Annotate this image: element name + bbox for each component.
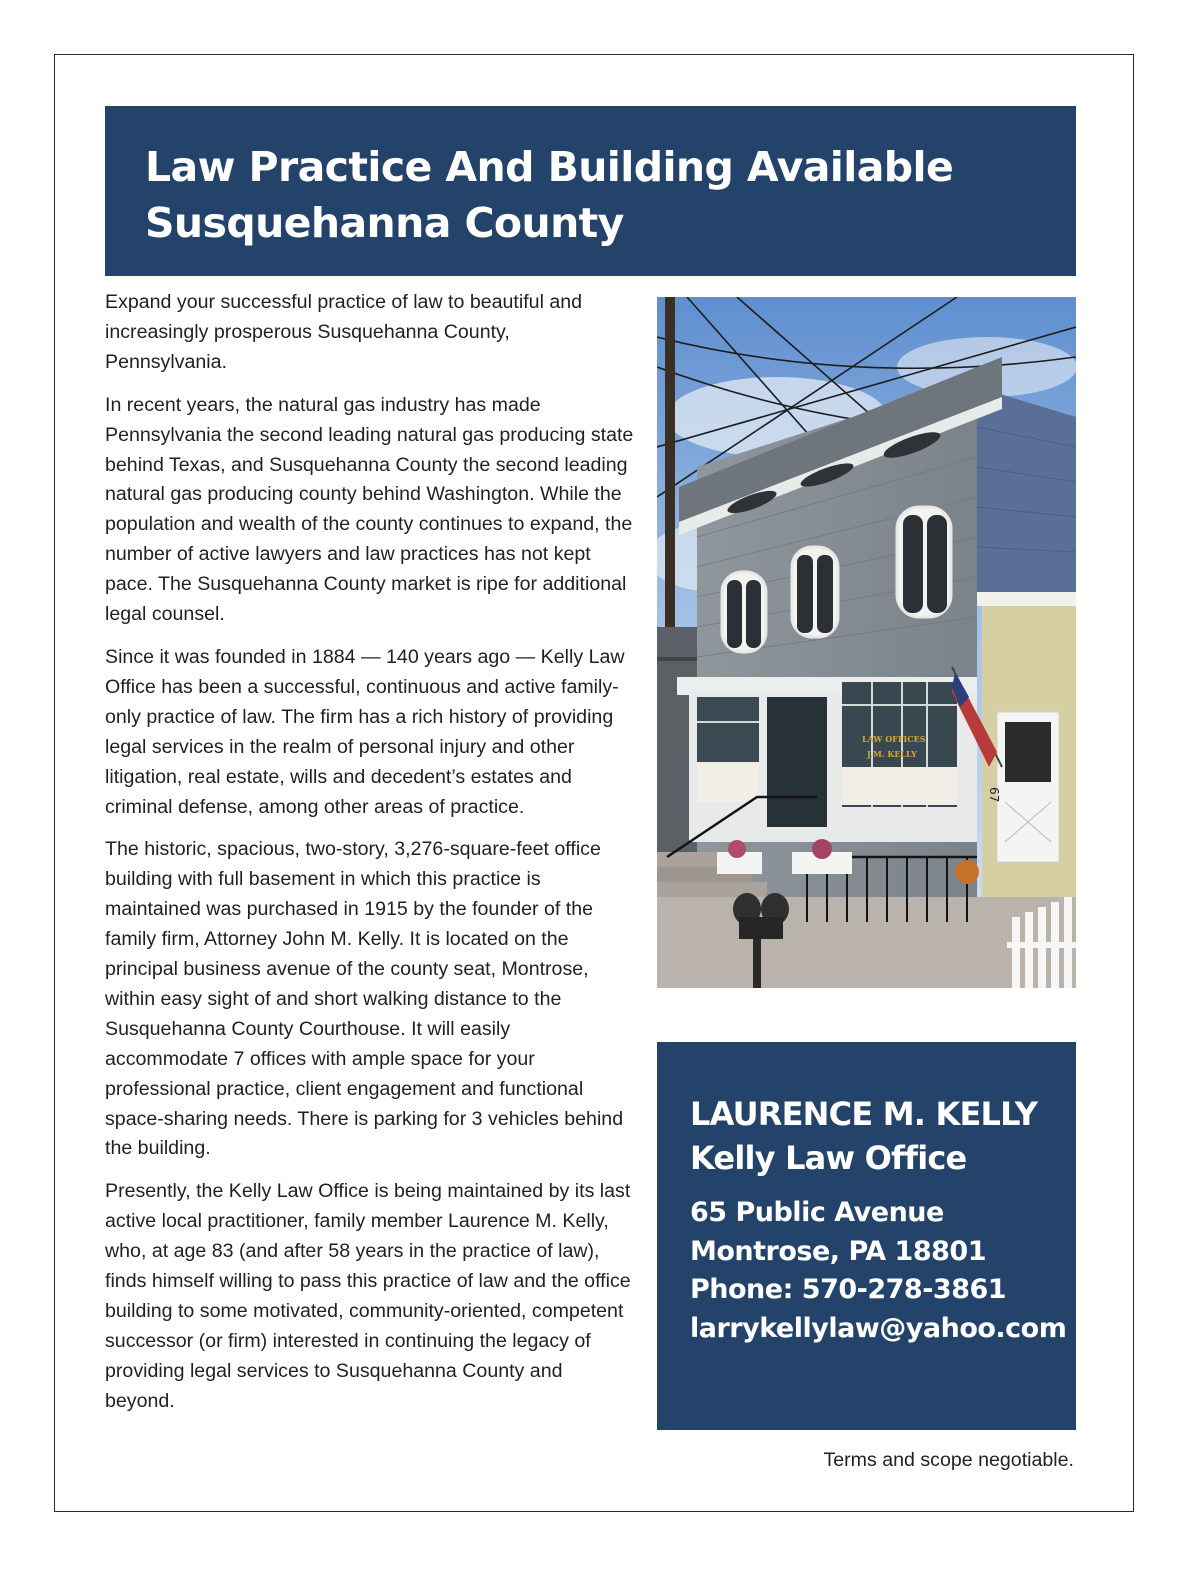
paragraph-building: The historic, spacious, two-story, 3,276-square-feet office building with full basement in which this practice is maintained was purchased in 1915 by the founder of the family firm, Attorney John M. Kelly. It is located on the principal business avenue of the county seat, Montrose, within easy sight of and short walking distance to the Susquehanna County Courthouse. It will easily accommodate 7 offices with ample space for your professional practice, client engagement and functional space-sharing needs. There is parking for 3 vehicles behind the building. bbox=[105, 838, 624, 1160]
contact-name: LAURENCE M. KELLY bbox=[690, 1095, 1038, 1133]
contact-email: larrykellylaw@yahoo.com bbox=[690, 1312, 1067, 1344]
terms-note: Terms and scope negotiable. bbox=[823, 1449, 1074, 1471]
header-banner bbox=[105, 106, 1076, 276]
contact-address: 65 Public Avenue bbox=[690, 1197, 944, 1228]
paragraph-intro: Expand your successful practice of law to beautiful and increasingly prosperous Susquehanna County, Pennsylvania. bbox=[105, 291, 583, 373]
paragraph-successor: Presently, the Kelly Law Office is being maintained by its last active local practitioner, family member Laurence M. Kelly, who, at age 83 (and after 58 years in the practice of law), finds himself willing to pass this practice of law and the office building to some motivated, community-oriented, competent successor (or firm) interested in continuing the legacy of providing legal services to Susquehanna County and beyond. bbox=[105, 1180, 631, 1412]
page-title bbox=[145, 139, 1076, 251]
body-text bbox=[105, 288, 635, 1430]
contact-office: Kelly Law Office bbox=[690, 1139, 967, 1177]
window-sign-line-2: J.M. KELLY bbox=[867, 749, 917, 759]
contact-box bbox=[657, 1042, 1076, 1430]
contact-city: Montrose, PA 18801 bbox=[690, 1235, 986, 1267]
title-line-2: Susquehanna County bbox=[145, 199, 624, 247]
contact-phone: Phone: 570-278-3861 bbox=[690, 1274, 1007, 1305]
house-number: 67 bbox=[987, 787, 1001, 803]
window-sign-line-1: LAW OFFICES bbox=[862, 734, 926, 744]
paragraph-gas-industry: In recent years, the natural gas industry has made Pennsylvania the second leading natural gas producing state behind Texas, and Susquehanna County the second leading natural gas producing county behind Washington. While the population and wealth of the county continues to expand, the number of active lawyers and law practices has not kept pace. The Susquehanna County market is ripe for additional legal counsel. bbox=[105, 393, 634, 626]
building-photo bbox=[657, 297, 1076, 988]
paragraph-history: Since it was founded in 1884 — 140 years ago — Kelly Law Office has been a successful, continuous and active family-only practice of law. The firm has a rich history of providing legal services in the realm of personal injury and other litigation, real estate, wills and decedent’s estates and criminal defense, among other areas of practice. bbox=[105, 645, 625, 818]
title-line-1: Law Practice And Building Available bbox=[145, 143, 954, 191]
